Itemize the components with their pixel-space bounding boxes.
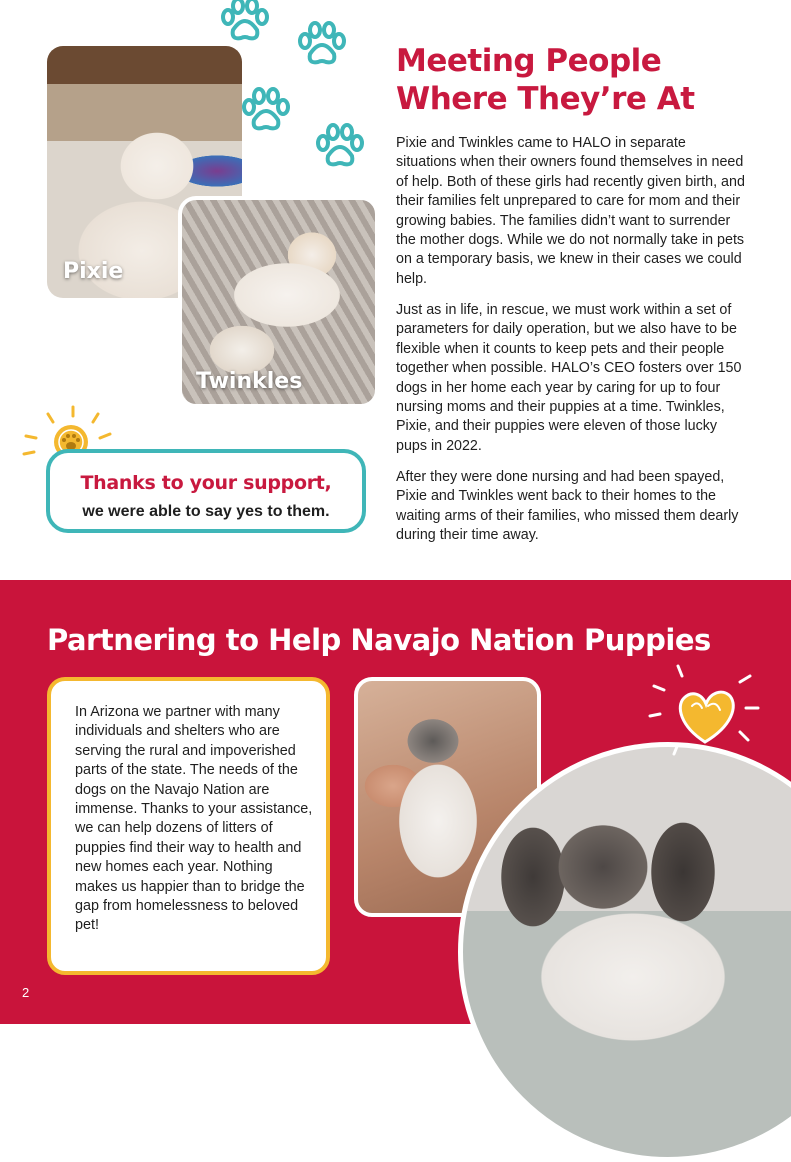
body-paragraph-1: Pixie and Twinkles came to HALO in separate situations when their owners found themselves in need of help. Both of these girls had recently given birth, and their families felt unprepared to care for mom and their growing babies. The families didn’t want to surrender the mother dogs. While we do not normally take in pets on a temporary basis, we knew in their cases we could help.: [396, 135, 745, 287]
page-title: Meeting People Where They’re At: [396, 43, 695, 117]
navajo-paragraph: In Arizona we partner with many individuals and shelters who are serving the rural and impoverished parts of the state. The needs of the dogs on the Navajo Nation are immense. Thanks to your assistance, we can help dozens of litters of puppies find their way to health and new homes each year. Nothing makes us happier than to bridge the gap from homelessness to beloved pet!: [75, 704, 313, 934]
twinkles-photo-label: Twinkles: [196, 369, 303, 394]
twinkles-photo: [178, 196, 379, 408]
support-subline: we were able to say yes to them.: [82, 503, 330, 520]
paw-print-icon: [292, 14, 352, 74]
navajo-text-box: [47, 677, 330, 975]
support-headline: Thanks to your support,: [80, 472, 332, 494]
paw-print-icon: [236, 80, 296, 140]
page-number: 2: [22, 985, 30, 1000]
support-callout: [46, 449, 366, 533]
heart-icon: [640, 660, 770, 760]
body-paragraph-2: Just as in life, in rescue, we must work within a set of parameters for daily operation, but we also have to be flexible when it counts to keep pets and their people together when possible. HALO’s CEO fosters over 150 dogs in her home each year by caring for up to four nursing moms and their puppies at a time. Twinkles, Pixie, and their puppies were eleven of those lucky pups in 2022.: [396, 302, 742, 454]
paw-print-icon: [215, 0, 275, 50]
body-paragraph-3: After they were done nursing and had been spayed, Pixie and Twinkles went back to their homes to the waiting arms of their families, who missed them dearly during their time away.: [396, 469, 739, 544]
paw-print-icon: [310, 116, 370, 176]
section-title: Partnering to Help Navajo Nation Puppies: [47, 623, 711, 657]
pixie-photo-label: Pixie: [63, 259, 124, 284]
